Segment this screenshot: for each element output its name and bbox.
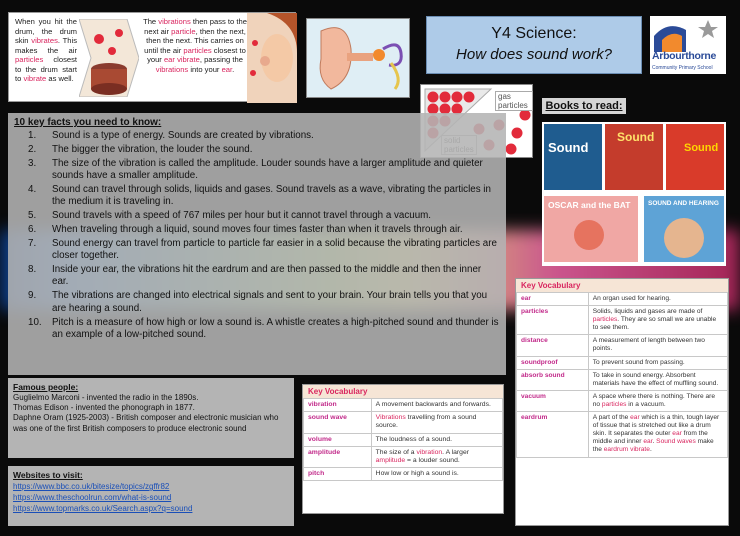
vocab-word: distance bbox=[517, 335, 589, 356]
highlighted-term: particle bbox=[171, 26, 196, 36]
highlighted-term: ear bbox=[221, 64, 233, 74]
famous-people-heading: Famous people: bbox=[13, 382, 79, 392]
fact-text: Inside your ear, the vibrations hit the eardrum and are then passed to the middle and then the inner ear. bbox=[52, 264, 482, 288]
fact-number: 6. bbox=[28, 224, 37, 236]
vocab-word: ear bbox=[517, 293, 589, 306]
key-vocabulary-table-1 bbox=[302, 384, 504, 514]
fact-number: 7. bbox=[28, 237, 37, 249]
vocab-definition: A movement backwards and forwards. bbox=[371, 399, 502, 412]
vocab-word: soundproof bbox=[517, 356, 589, 369]
highlighted-term: ear bbox=[672, 430, 682, 438]
vocab-row bbox=[517, 390, 728, 411]
fact-item bbox=[14, 238, 500, 263]
vocab-word: amplitude bbox=[304, 446, 372, 467]
fact-number: 3. bbox=[28, 157, 37, 169]
highlighted-term: ear bbox=[630, 414, 640, 422]
highlighted-term: vibrations bbox=[158, 17, 191, 26]
website-link[interactable]: https://www.bbc.co.uk/bitesize/topics/zgffr82 bbox=[13, 482, 170, 491]
famous-person-line: Guglielmo Marconi - invented the radio in the 1890s. bbox=[13, 393, 199, 402]
fact-text: Sound travels with a speed of 767 miles per hour but it cannot travel through a vacuum. bbox=[52, 210, 432, 222]
key-facts-heading: 10 key facts you need to know: bbox=[14, 117, 162, 128]
websites-panel bbox=[8, 466, 294, 526]
vocab-word: absorb sound bbox=[517, 369, 589, 390]
fact-number: 4. bbox=[28, 183, 37, 195]
fact-text: Pitch is a measure of how high or low a sound is. A whistle creates a high-pitched sound and thunder is an example of a low-pitched sound. bbox=[52, 316, 499, 340]
vocab-word: vibration bbox=[304, 399, 372, 412]
fact-item bbox=[14, 184, 500, 209]
vocab-definition: How low or high a sound is. bbox=[371, 468, 502, 481]
child-face-icon bbox=[664, 218, 704, 258]
highlighted-term: vibrate bbox=[177, 55, 200, 64]
highlighted-term: Vibrations bbox=[375, 414, 406, 422]
title-question: How does sound work? bbox=[456, 46, 612, 63]
website-link[interactable]: https://www.topmarks.co.uk/Search.aspx?q=sound bbox=[13, 504, 193, 513]
highlighted-term: particles bbox=[183, 45, 212, 55]
vocab-row bbox=[304, 433, 503, 446]
fact-number: 8. bbox=[28, 264, 37, 276]
books-heading: Books to read: bbox=[542, 98, 626, 114]
vocab-word: pitch bbox=[304, 468, 372, 481]
fact-item bbox=[14, 130, 500, 142]
website-link[interactable]: https://www.theschoolrun.com/what-is-sound bbox=[13, 493, 172, 502]
vocab-definition: A measurement of length between two points. bbox=[588, 335, 727, 356]
vocab-word: eardrum bbox=[517, 412, 589, 457]
vocab-word: volume bbox=[304, 433, 372, 446]
highlighted-term: ear bbox=[163, 55, 175, 64]
fact-number: 10. bbox=[28, 316, 42, 328]
fact-number: 1. bbox=[28, 130, 37, 141]
page-title-box bbox=[426, 16, 642, 74]
websites-heading: Websites to visit: bbox=[13, 470, 83, 480]
vocab-word: sound wave bbox=[304, 412, 372, 433]
highlighted-term: ear bbox=[643, 438, 653, 446]
fact-item bbox=[14, 224, 500, 236]
bat-icon bbox=[574, 220, 604, 250]
highlighted-term: Sound waves bbox=[656, 438, 696, 446]
fact-text: Sound can travel through solids, liquids and gases. Sound travels as a wave, vibrating the particles in the medium it is traveling in. bbox=[52, 183, 491, 208]
fact-item bbox=[14, 290, 500, 315]
highlighted-term: amplitude bbox=[375, 457, 406, 465]
book-cover[interactable] bbox=[644, 196, 724, 262]
vocab-row bbox=[304, 446, 503, 467]
book-title: Sound bbox=[617, 130, 655, 144]
vocab-row bbox=[517, 335, 728, 356]
school-subtitle: Community Primary School bbox=[652, 65, 713, 71]
vocab-row bbox=[517, 412, 728, 457]
highlighted-term: particles bbox=[601, 400, 627, 408]
fact-text: When traveling through a liquid, sound moves four times faster than when it travels through air. bbox=[52, 224, 463, 236]
vocab-row bbox=[304, 412, 503, 433]
highlighted-term: vibrate bbox=[23, 74, 47, 83]
fact-text: Sound is a type of energy. Sounds are created by vibrations. bbox=[52, 130, 314, 141]
fact-item bbox=[14, 317, 500, 342]
highlighted-term: particles bbox=[592, 316, 618, 324]
key-facts-list bbox=[14, 130, 500, 341]
key-facts-panel bbox=[8, 113, 506, 375]
book-title: SOUND AND HEARING bbox=[648, 200, 719, 207]
famous-people-panel bbox=[8, 378, 294, 458]
highlighted-term: vibrate bbox=[630, 446, 650, 454]
fact-item bbox=[14, 144, 500, 156]
story-column-1: When you hit the drum, the drum skin vibrates. This makes the air particles closest to the drum start to vibrate as well. bbox=[15, 17, 77, 83]
book-cover[interactable] bbox=[605, 124, 663, 190]
fact-text: The bigger the vibration, the louder the sound. bbox=[52, 143, 253, 155]
vocab-definition: A part of the ear which is a thin, tough layer of tissue that is stretched out like a drum skin. It separates the outer ear from the middle and inner ear. Sound waves make the eardrum vibrate. bbox=[588, 412, 727, 457]
vocab-definition: Solids, liquids and gases are made of particles. They are so small we are unable to see them. bbox=[588, 306, 727, 335]
famous-person-line: Thomas Edison - invented the phonograph in 1877. bbox=[13, 403, 195, 413]
famous-person-line: Daphne Oram (1925-2003) - British composer and electronic musician who was one of the first British composers to produce electronic sound bbox=[13, 413, 279, 433]
fact-number: 2. bbox=[28, 143, 37, 155]
highlighted-term: vibration bbox=[416, 448, 443, 456]
vocab-definition: Vibrations travelling from a sound source. bbox=[371, 412, 502, 433]
vocab-row bbox=[517, 306, 728, 335]
fact-text: Sound energy can travel from particle to particle far easier in a solid because the vibrating particles are closer together. bbox=[52, 237, 497, 262]
highlighted-term: eardrum bbox=[603, 446, 629, 454]
title-subject: Y4 Science: bbox=[491, 25, 577, 42]
fact-text: The size of the vibration is called the amplitude. Louder sounds have a larger amplitude and quieter sounds have a smaller amplitude. bbox=[52, 157, 483, 182]
highlighted-term: vibrates bbox=[31, 36, 58, 45]
school-name: Arbourthorne bbox=[652, 50, 717, 62]
vocab-row bbox=[304, 468, 503, 481]
vocab-word: particles bbox=[517, 306, 589, 335]
fact-number: 5. bbox=[28, 210, 37, 222]
fact-item bbox=[14, 210, 500, 222]
book-cover[interactable] bbox=[544, 196, 638, 262]
book-cover[interactable] bbox=[666, 124, 724, 190]
vocab-word: vacuum bbox=[517, 390, 589, 411]
vocab-row bbox=[517, 369, 728, 390]
vocab-definition: A space where there is nothing. There are no particles in a vacuum. bbox=[588, 390, 727, 411]
fact-item bbox=[14, 158, 500, 183]
vocab-definition: The loudness of a sound. bbox=[371, 433, 502, 446]
vocab-row bbox=[517, 293, 728, 306]
key-vocabulary-table-2 bbox=[515, 278, 729, 526]
vocab-row bbox=[304, 399, 503, 412]
vocab-rows bbox=[517, 293, 728, 458]
vocab-heading: Key Vocabulary bbox=[303, 385, 503, 398]
vocab-definition: To prevent sound from passing. bbox=[588, 356, 727, 369]
fact-text: The vibrations are changed into electrical signals and sent to your brain. Your brain tells you that you are hearing a sound. bbox=[52, 290, 488, 314]
fact-item bbox=[14, 264, 500, 289]
vocab-row bbox=[517, 356, 728, 369]
vocab-definition: To take in sound energy. Absorbent materials have the effect of muffling sound. bbox=[588, 369, 727, 390]
vocab-rows bbox=[304, 399, 503, 481]
child-listening-illustration bbox=[247, 13, 297, 103]
ear-diagram bbox=[306, 18, 410, 98]
vocab-definition: An organ used for hearing. bbox=[588, 293, 727, 306]
vocab-heading: Key Vocabulary bbox=[516, 279, 728, 292]
books-panel bbox=[542, 122, 726, 266]
drum-story-panel bbox=[8, 12, 296, 102]
story-column-2: The vibrations then pass to the next air particle, then the next, then the next. This carries on until the air particles closest to your ear vibrate, passing the vibrations into your ear. bbox=[143, 17, 247, 74]
vocab-definition: The size of a vibration. A larger amplitude = a louder sound. bbox=[371, 446, 502, 467]
fact-number: 9. bbox=[28, 290, 37, 302]
school-logo bbox=[650, 16, 726, 74]
book-title: Sound bbox=[548, 140, 589, 155]
highlighted-term: vibrations bbox=[155, 64, 189, 74]
book-title: OSCAR and the BAT bbox=[548, 200, 631, 210]
gas-label: gas particles bbox=[495, 91, 533, 111]
ear-anatomy-illustration bbox=[307, 19, 411, 99]
drum-illustration bbox=[79, 19, 139, 97]
highlighted-term: particles bbox=[15, 55, 44, 64]
book-cover[interactable] bbox=[544, 124, 602, 190]
book-title: Sound bbox=[684, 142, 719, 154]
